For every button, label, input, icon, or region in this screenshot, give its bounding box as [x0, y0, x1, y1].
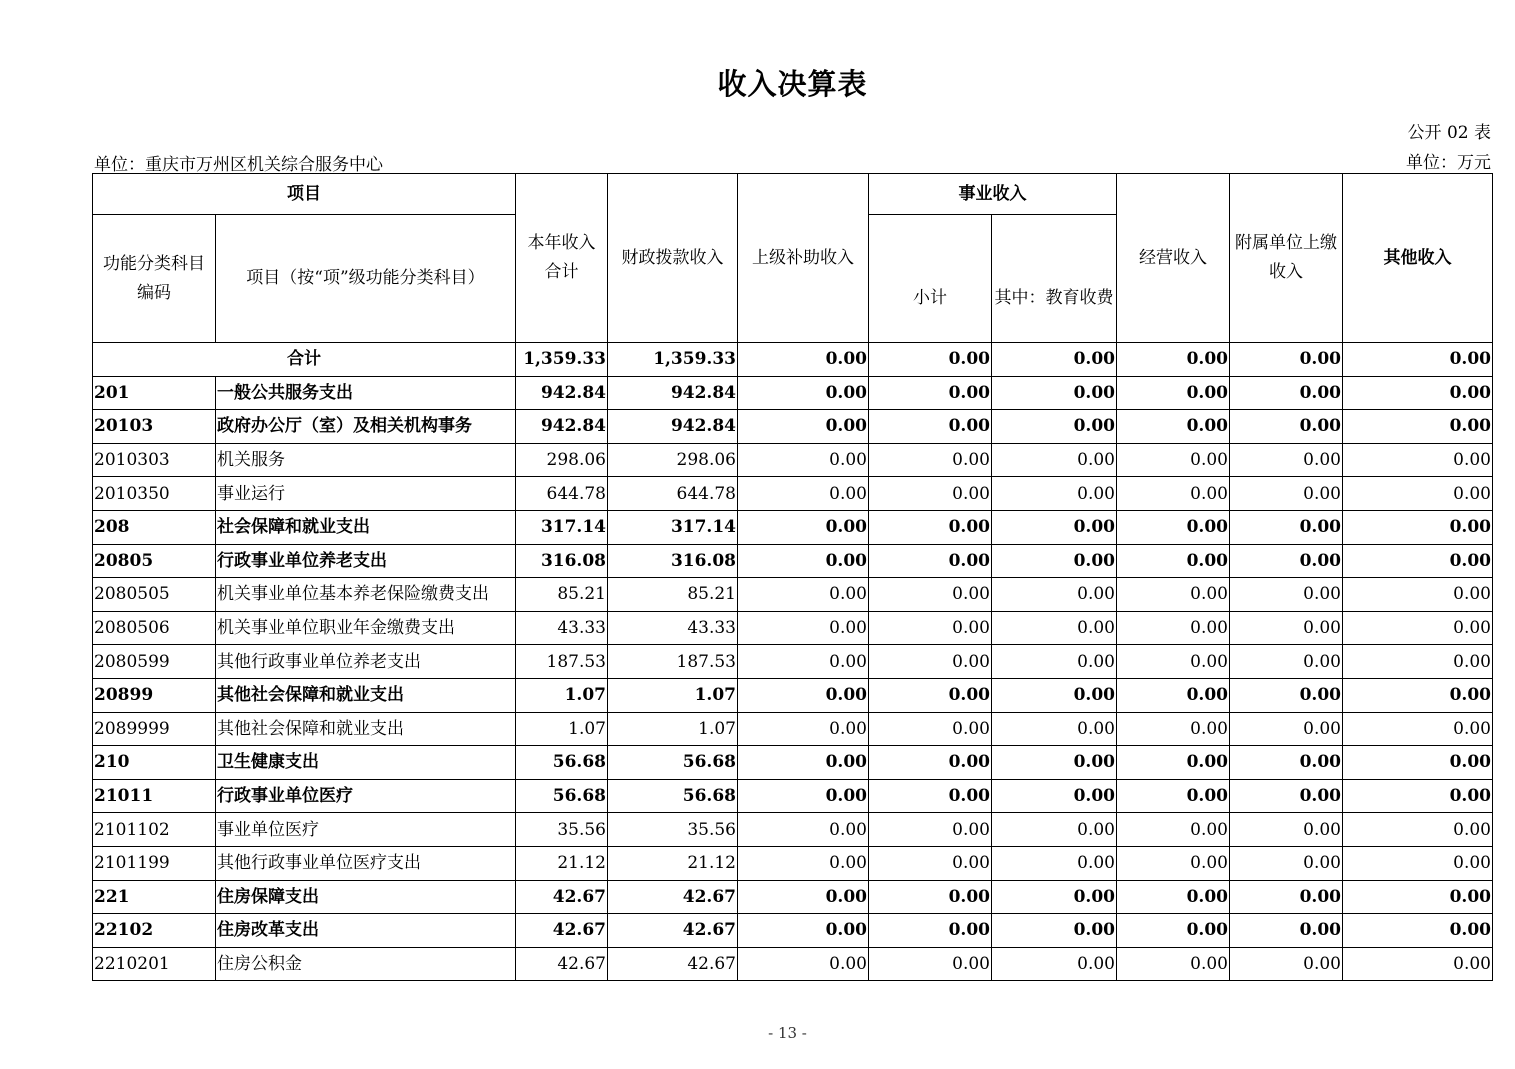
table-row	[93, 880, 1493, 914]
row-value: 0.00	[1230, 410, 1343, 444]
table-row	[93, 779, 1493, 813]
row-code: 208	[93, 510, 216, 544]
row-value: 644.78	[608, 477, 738, 511]
row-value: 0.00	[992, 947, 1117, 981]
row-value: 0.00	[869, 544, 992, 578]
total-row	[93, 343, 1493, 377]
row-value: 187.53	[516, 645, 608, 679]
row-code: 2080506	[93, 611, 216, 645]
row-value: 644.78	[516, 477, 608, 511]
row-value: 0.00	[869, 611, 992, 645]
header-business-income: 事业收入	[869, 174, 1117, 215]
row-name: 一般公共服务支出	[216, 376, 516, 410]
row-value: 0.00	[1343, 376, 1493, 410]
row-value: 0.00	[1230, 914, 1343, 948]
header-operating: 经营收入	[1117, 174, 1230, 343]
page-number: - 13 -	[768, 1024, 807, 1042]
row-value: 942.84	[608, 376, 738, 410]
table-row	[93, 746, 1493, 780]
row-name: 事业单位医疗	[216, 813, 516, 847]
row-code: 210	[93, 746, 216, 780]
row-value: 0.00	[869, 678, 992, 712]
row-value: 0.00	[869, 376, 992, 410]
header-project: 项目	[93, 174, 516, 215]
income-table	[92, 173, 1493, 981]
table-row	[93, 376, 1493, 410]
header-upper-subsidy: 上级补助收入	[738, 174, 869, 343]
row-name: 住房公积金	[216, 947, 516, 981]
row-value: 0.00	[1230, 510, 1343, 544]
row-code: 2101102	[93, 813, 216, 847]
row-value: 0.00	[1117, 914, 1230, 948]
row-value: 942.84	[516, 410, 608, 444]
row-value: 0.00	[1343, 813, 1493, 847]
header-subtotal: 小计	[869, 215, 992, 343]
row-code: 2010303	[93, 443, 216, 477]
table-body	[93, 343, 1493, 981]
row-value: 1.07	[516, 712, 608, 746]
row-value: 42.67	[608, 914, 738, 948]
row-name: 政府办公厅（室）及相关机构事务	[216, 410, 516, 444]
row-value: 0.00	[869, 578, 992, 612]
row-value: 0.00	[738, 746, 869, 780]
row-value: 187.53	[608, 645, 738, 679]
row-code: 221	[93, 880, 216, 914]
row-value: 0.00	[992, 712, 1117, 746]
row-value: 0.00	[1230, 611, 1343, 645]
table-row	[93, 846, 1493, 880]
row-value: 0.00	[1343, 779, 1493, 813]
row-value: 0.00	[992, 376, 1117, 410]
row-value: 0.00	[869, 880, 992, 914]
row-name: 行政事业单位养老支出	[216, 544, 516, 578]
row-value: 0.00	[1117, 779, 1230, 813]
row-name: 其他社会保障和就业支出	[216, 678, 516, 712]
row-value: 42.67	[516, 914, 608, 948]
row-value: 942.84	[608, 410, 738, 444]
row-value: 0.00	[1117, 477, 1230, 511]
row-value: 0.00	[738, 443, 869, 477]
row-value: 0.00	[1117, 410, 1230, 444]
row-value: 42.67	[516, 880, 608, 914]
row-value: 0.00	[1230, 645, 1343, 679]
row-value: 21.12	[608, 846, 738, 880]
header-other: 其他收入	[1343, 174, 1493, 343]
row-value: 0.00	[738, 846, 869, 880]
row-code: 20103	[93, 410, 216, 444]
row-value: 0.00	[1230, 578, 1343, 612]
table-row	[93, 645, 1493, 679]
row-name: 机关服务	[216, 443, 516, 477]
table-row	[93, 611, 1493, 645]
row-value: 0.00	[1230, 779, 1343, 813]
row-name: 其他行政事业单位养老支出	[216, 645, 516, 679]
row-value: 0.00	[1343, 645, 1493, 679]
row-value: 0.00	[1117, 678, 1230, 712]
row-value: 0.00	[738, 947, 869, 981]
row-value: 0.00	[1117, 578, 1230, 612]
row-value: 0.00	[1117, 947, 1230, 981]
row-code: 2101199	[93, 846, 216, 880]
row-value: 317.14	[516, 510, 608, 544]
row-value: 0.00	[992, 880, 1117, 914]
row-value: 0.00	[992, 914, 1117, 948]
row-value: 0.00	[1117, 611, 1230, 645]
row-value: 42.67	[608, 947, 738, 981]
row-value: 56.68	[608, 779, 738, 813]
row-code: 2089999	[93, 712, 216, 746]
row-value: 0.00	[738, 645, 869, 679]
row-value: 1.07	[608, 712, 738, 746]
row-name: 社会保障和就业支出	[216, 510, 516, 544]
row-value: 0.00	[992, 510, 1117, 544]
table-row	[93, 712, 1493, 746]
header-project-name: 项目（按“项”级功能分类科目）	[216, 215, 516, 343]
table-row	[93, 947, 1493, 981]
row-value: 0.00	[1343, 746, 1493, 780]
row-value: 0.00	[992, 678, 1117, 712]
header-education-fee: 其中：教育收费	[992, 215, 1117, 343]
row-value: 0.00	[738, 880, 869, 914]
row-value: 0.00	[738, 712, 869, 746]
row-value: 85.21	[516, 578, 608, 612]
row-value: 298.06	[516, 443, 608, 477]
table-row	[93, 578, 1493, 612]
row-value: 0.00	[992, 611, 1117, 645]
row-value: 0.00	[992, 410, 1117, 444]
row-value: 0.00	[1117, 544, 1230, 578]
row-value: 0.00	[1117, 443, 1230, 477]
row-value: 0.00	[1230, 477, 1343, 511]
total-value: 0.00	[869, 343, 992, 377]
row-value: 0.00	[1230, 712, 1343, 746]
row-value: 21.12	[516, 846, 608, 880]
row-value: 0.00	[869, 813, 992, 847]
row-value: 56.68	[608, 746, 738, 780]
row-value: 0.00	[1343, 477, 1493, 511]
row-code: 22102	[93, 914, 216, 948]
row-value: 0.00	[992, 746, 1117, 780]
row-value: 0.00	[1230, 813, 1343, 847]
row-value: 0.00	[1343, 712, 1493, 746]
row-name: 机关事业单位基本养老保险缴费支出	[216, 578, 516, 612]
row-value: 0.00	[1230, 544, 1343, 578]
row-code: 21011	[93, 779, 216, 813]
row-value: 0.00	[1117, 813, 1230, 847]
row-value: 0.00	[1343, 846, 1493, 880]
row-value: 0.00	[1230, 846, 1343, 880]
row-value: 0.00	[1117, 376, 1230, 410]
row-value: 0.00	[1117, 712, 1230, 746]
total-value: 0.00	[1117, 343, 1230, 377]
row-value: 0.00	[1230, 746, 1343, 780]
row-value: 0.00	[869, 846, 992, 880]
row-value: 0.00	[992, 846, 1117, 880]
row-value: 0.00	[1230, 947, 1343, 981]
row-value: 56.68	[516, 779, 608, 813]
row-value: 0.00	[738, 813, 869, 847]
total-value: 0.00	[992, 343, 1117, 377]
form-number: 公开 02 表	[1407, 123, 1491, 143]
row-value: 0.00	[1343, 410, 1493, 444]
header-func-code: 功能分类科目编码	[93, 215, 216, 343]
row-value: 0.00	[1343, 880, 1493, 914]
row-value: 0.00	[869, 477, 992, 511]
row-value: 0.00	[1117, 846, 1230, 880]
row-value: 316.08	[516, 544, 608, 578]
unit-currency: 单位：万元	[1406, 153, 1491, 173]
total-value: 0.00	[738, 343, 869, 377]
page-title: 收入决算表	[717, 67, 868, 101]
row-value: 0.00	[1343, 510, 1493, 544]
row-value: 1.07	[516, 678, 608, 712]
row-value: 316.08	[608, 544, 738, 578]
row-value: 0.00	[869, 645, 992, 679]
table-row	[93, 477, 1493, 511]
row-value: 0.00	[738, 477, 869, 511]
total-value: 1,359.33	[608, 343, 738, 377]
row-value: 0.00	[992, 578, 1117, 612]
row-value: 0.00	[869, 746, 992, 780]
row-value: 0.00	[1117, 880, 1230, 914]
row-value: 0.00	[1230, 880, 1343, 914]
row-code: 2080505	[93, 578, 216, 612]
unit-organization: 单位：重庆市万州区机关综合服务中心	[94, 155, 383, 175]
table-row	[93, 443, 1493, 477]
row-value: 0.00	[869, 914, 992, 948]
row-name: 行政事业单位医疗	[216, 779, 516, 813]
row-value: 85.21	[608, 578, 738, 612]
table-row	[93, 410, 1493, 444]
row-value: 0.00	[738, 376, 869, 410]
total-value: 0.00	[1230, 343, 1343, 377]
row-name: 卫生健康支出	[216, 746, 516, 780]
row-value: 0.00	[738, 611, 869, 645]
row-value: 0.00	[738, 544, 869, 578]
header-affiliated: 附属单位上缴收入	[1230, 174, 1343, 343]
row-value: 1.07	[608, 678, 738, 712]
row-value: 42.67	[516, 947, 608, 981]
table-row	[93, 914, 1493, 948]
row-value: 0.00	[992, 443, 1117, 477]
row-value: 0.00	[992, 645, 1117, 679]
row-value: 0.00	[869, 712, 992, 746]
total-value: 1,359.33	[516, 343, 608, 377]
row-code: 2080599	[93, 645, 216, 679]
row-value: 35.56	[516, 813, 608, 847]
row-value: 0.00	[1343, 443, 1493, 477]
row-value: 0.00	[992, 477, 1117, 511]
row-value: 0.00	[738, 678, 869, 712]
row-value: 0.00	[1117, 746, 1230, 780]
row-code: 2210201	[93, 947, 216, 981]
row-value: 0.00	[869, 779, 992, 813]
header-fiscal: 财政拨款收入	[608, 174, 738, 343]
row-value: 0.00	[1343, 544, 1493, 578]
row-value: 0.00	[1230, 678, 1343, 712]
row-code: 20899	[93, 678, 216, 712]
row-value: 0.00	[992, 813, 1117, 847]
row-value: 0.00	[738, 578, 869, 612]
total-value: 0.00	[1343, 343, 1493, 377]
table-row	[93, 813, 1493, 847]
row-value: 0.00	[1230, 443, 1343, 477]
row-code: 2010350	[93, 477, 216, 511]
row-value: 0.00	[1343, 611, 1493, 645]
row-value: 317.14	[608, 510, 738, 544]
row-code: 20805	[93, 544, 216, 578]
row-value: 0.00	[869, 510, 992, 544]
row-value: 0.00	[992, 544, 1117, 578]
row-value: 0.00	[992, 779, 1117, 813]
row-value: 43.33	[608, 611, 738, 645]
row-value: 56.68	[516, 746, 608, 780]
total-label: 合计	[93, 343, 516, 377]
header-total-income: 本年收入合计	[516, 174, 608, 343]
row-value: 298.06	[608, 443, 738, 477]
row-value: 942.84	[516, 376, 608, 410]
row-value: 0.00	[1343, 914, 1493, 948]
row-code: 201	[93, 376, 216, 410]
row-name: 其他行政事业单位医疗支出	[216, 846, 516, 880]
row-name: 住房改革支出	[216, 914, 516, 948]
row-value: 0.00	[738, 410, 869, 444]
table-row	[93, 510, 1493, 544]
table-row	[93, 678, 1493, 712]
row-value: 0.00	[1343, 578, 1493, 612]
row-value: 35.56	[608, 813, 738, 847]
row-value: 0.00	[738, 510, 869, 544]
row-value: 0.00	[1343, 678, 1493, 712]
row-value: 0.00	[1230, 376, 1343, 410]
row-value: 0.00	[869, 443, 992, 477]
row-value: 0.00	[1117, 510, 1230, 544]
row-name: 其他社会保障和就业支出	[216, 712, 516, 746]
row-value: 0.00	[869, 947, 992, 981]
row-value: 0.00	[738, 779, 869, 813]
row-value: 0.00	[1343, 947, 1493, 981]
table-row	[93, 544, 1493, 578]
row-value: 0.00	[869, 410, 992, 444]
row-name: 住房保障支出	[216, 880, 516, 914]
row-value: 0.00	[1117, 645, 1230, 679]
row-value: 43.33	[516, 611, 608, 645]
row-value: 0.00	[738, 914, 869, 948]
row-value: 42.67	[608, 880, 738, 914]
row-name: 机关事业单位职业年金缴费支出	[216, 611, 516, 645]
row-name: 事业运行	[216, 477, 516, 511]
